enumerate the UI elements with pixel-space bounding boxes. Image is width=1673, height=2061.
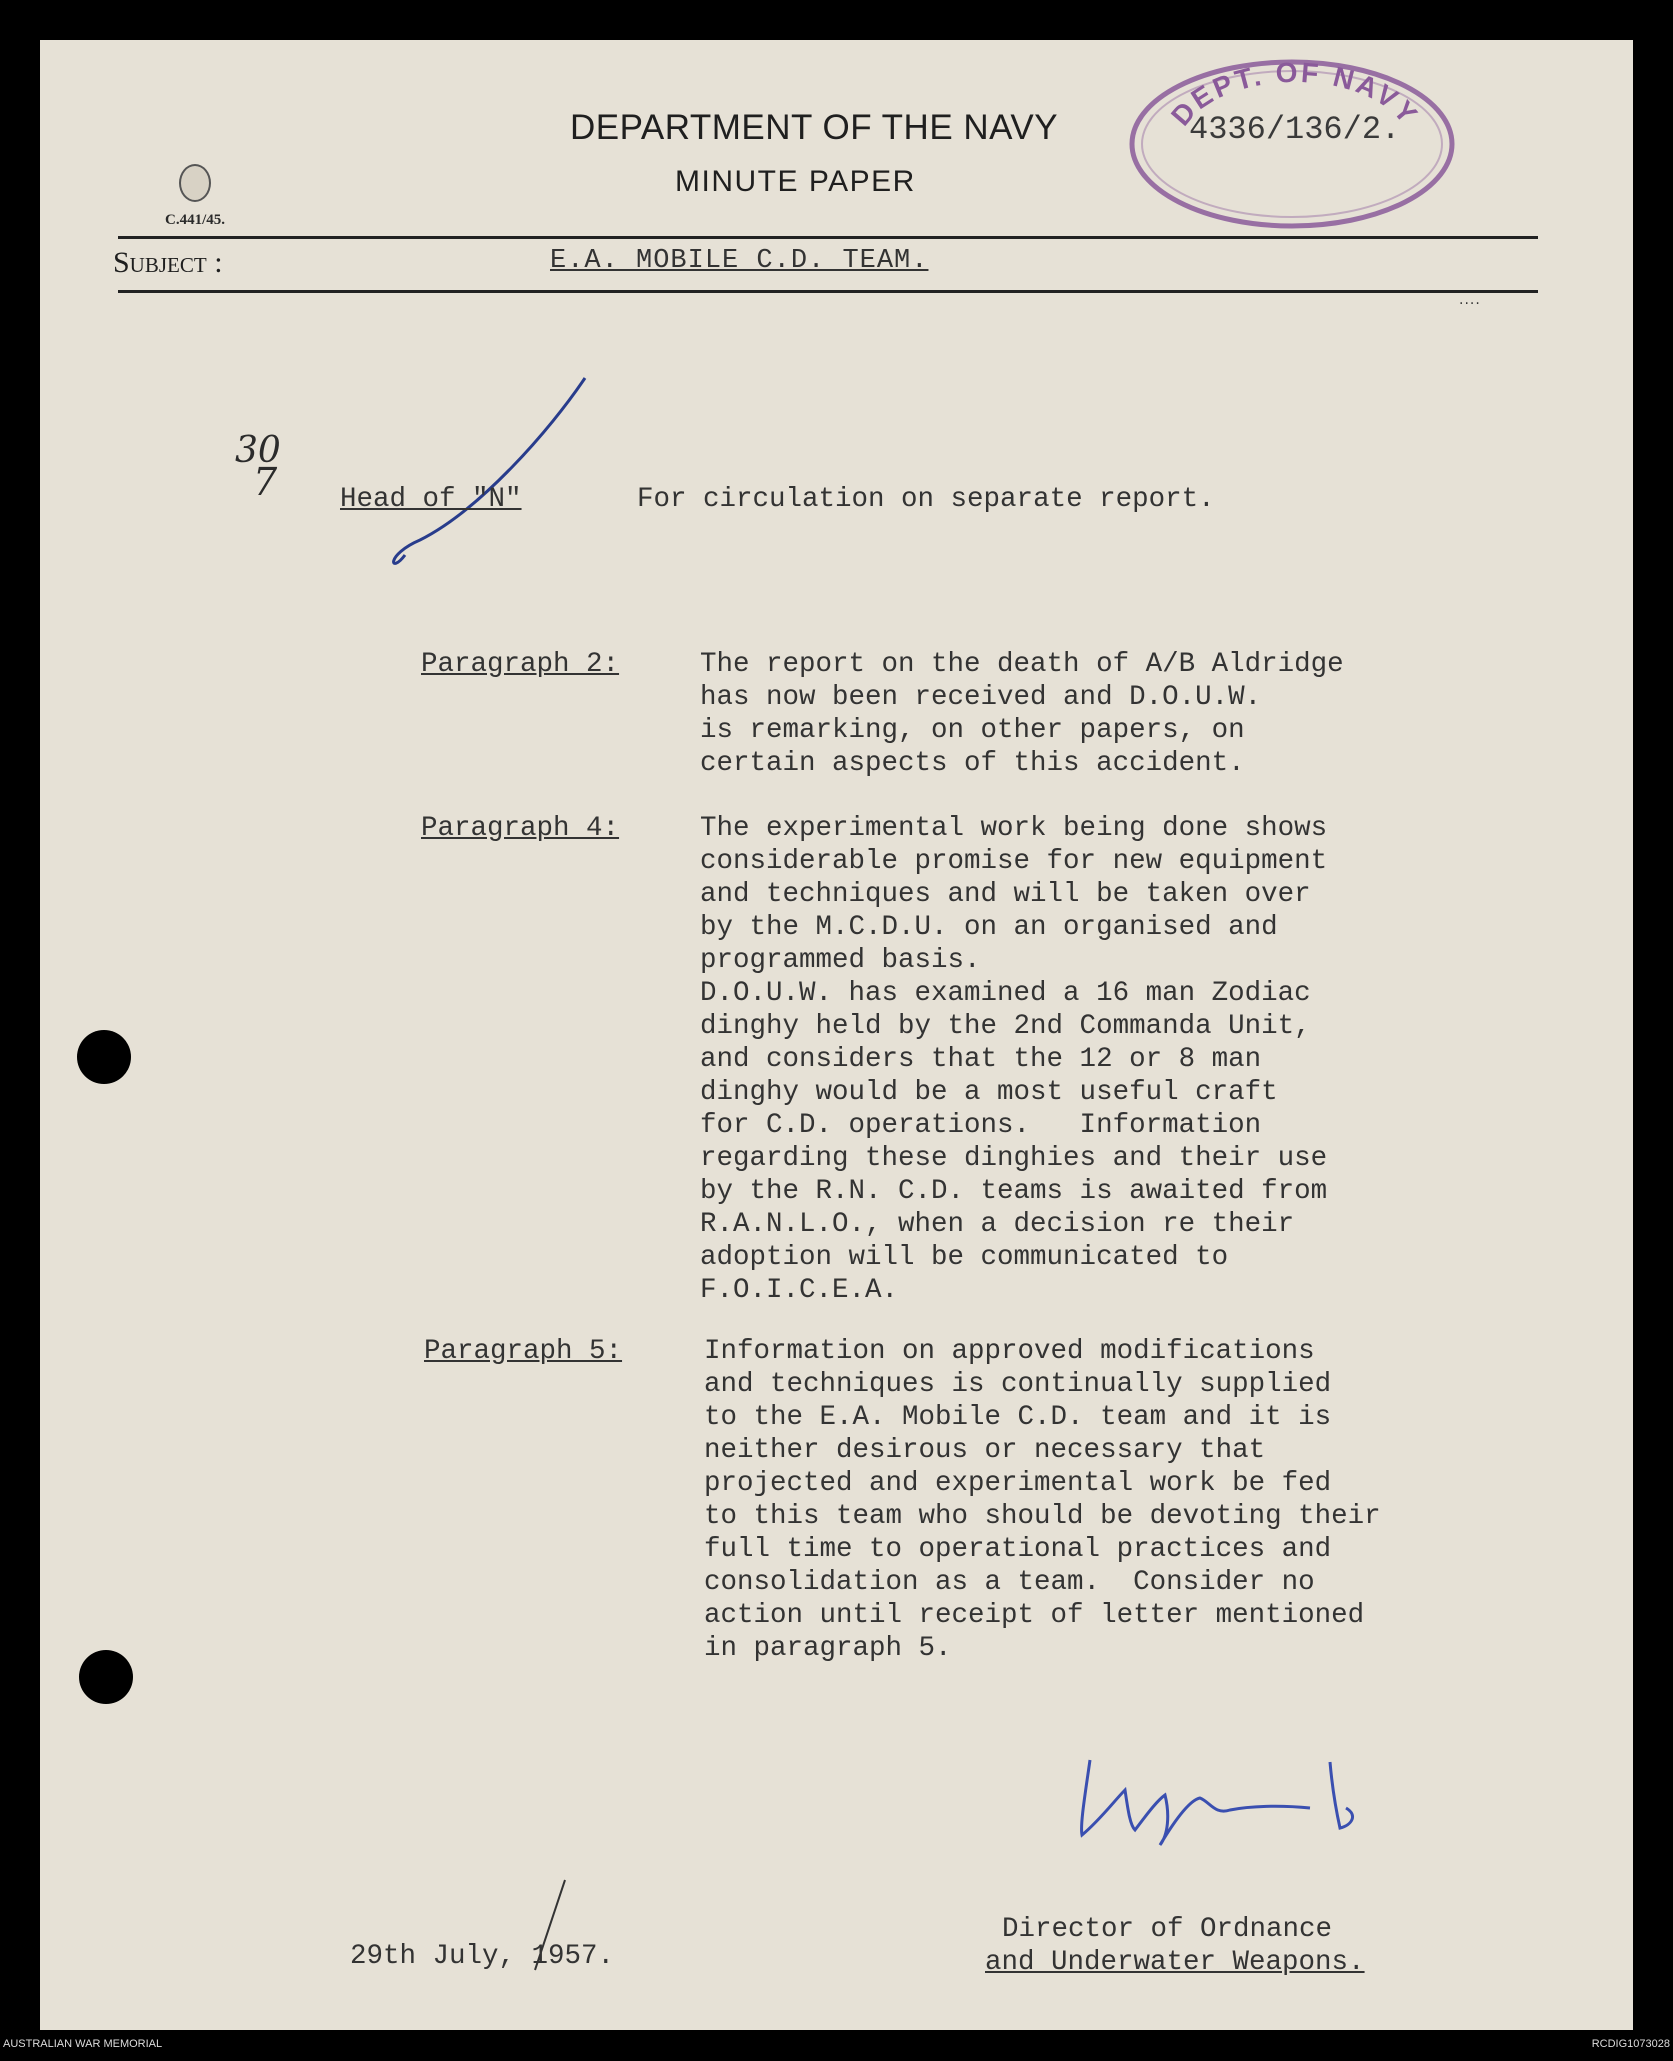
stamp-text: DEPT. OF NAVY (1164, 56, 1426, 132)
addressee-to: Head of "N" (340, 484, 522, 515)
paragraph-line: The experimental work being done shows (700, 813, 1328, 844)
paragraph-line: in paragraph 5. (704, 1633, 952, 1664)
subject-value: E.A. MOBILE C.D. TEAM. (550, 246, 929, 276)
paragraph-line: and techniques and will be taken over (700, 879, 1311, 910)
paragraph-line: has now been received and D.O.U.W. (700, 682, 1262, 713)
paragraph-line: D.O.U.W. has examined a 16 man Zodiac (700, 978, 1311, 1009)
paragraph-line: projected and experimental work be fed (704, 1468, 1332, 1499)
crest-mark (179, 164, 211, 202)
footer-archive: AUSTRALIAN WAR MEMORIAL (3, 2038, 163, 2050)
paragraph-line: regarding these dinghies and their use (700, 1143, 1328, 1174)
signature-icon (1040, 1740, 1380, 1860)
paragraph-line: Information on approved modifications (704, 1336, 1315, 1367)
file-reference: 4336/136/2. (1189, 111, 1401, 148)
rule-top (118, 236, 1538, 239)
paragraph-line: for C.D. operations. Information (700, 1110, 1262, 1141)
paragraph-line: neither desirous or necessary that (704, 1435, 1266, 1466)
paragraph-label: Paragraph 2: (421, 649, 620, 680)
addressee-text: For circulation on separate report. (637, 484, 1215, 515)
paragraph-line: by the M.C.D.U. on an organised and (700, 912, 1278, 943)
dots-mark: .... (1459, 292, 1481, 308)
form-code: C.441/45. (165, 212, 225, 228)
minute-paper (40, 40, 1633, 2030)
signatory-title-2: and Underwater Weapons. (985, 1947, 1365, 1978)
margin-number-bottom: 7 (253, 460, 278, 504)
document-date: 29th July, 1957. (350, 1941, 615, 1972)
signatory-title-1: Director of Ordnance (1002, 1914, 1333, 1945)
paragraph-line: considerable promise for new equipment (700, 846, 1328, 877)
paragraph-line: dinghy held by the 2nd Commanda Unit, (700, 1011, 1311, 1042)
date-tick-mark-icon (510, 1875, 580, 1975)
subject-label: Subject : (113, 246, 223, 279)
paragraph-line: and techniques is continually supplied (704, 1369, 1332, 1400)
paragraph-line: is remarking, on other papers, on (700, 715, 1245, 746)
paragraph-line: full time to operational practices and (704, 1534, 1332, 1565)
tick-mark-icon (360, 370, 620, 580)
margin-number-top: 30 (235, 430, 281, 471)
paragraph-label: Paragraph 4: (421, 813, 620, 844)
paragraph-line: and considers that the 12 or 8 man (700, 1044, 1262, 1075)
paragraph-line: programmed basis. (700, 945, 981, 976)
paragraph-line: dinghy would be a most useful craft (700, 1077, 1278, 1108)
paragraph-line: certain aspects of this accident. (700, 748, 1245, 779)
form-title: MINUTE PAPER (675, 165, 916, 198)
binder-hole (79, 1650, 133, 1704)
paragraph-line: to the E.A. Mobile C.D. team and it is (704, 1402, 1332, 1433)
paragraph-line: R.A.N.L.O., when a decision re their (700, 1209, 1295, 1240)
paragraph-line: action until receipt of letter mentioned (704, 1600, 1365, 1631)
paragraph-label: Paragraph 5: (424, 1336, 623, 1367)
paragraph-line: to this team who should be devoting their (704, 1501, 1381, 1532)
rule-bottom (118, 290, 1538, 293)
paragraph-line: by the R.N. C.D. teams is awaited from (700, 1176, 1328, 1207)
paragraph-line: adoption will be communicated to (700, 1242, 1229, 1273)
department-title: DEPARTMENT OF THE NAVY (570, 108, 1059, 147)
paragraph-line: consolidation as a team. Consider no (704, 1567, 1315, 1598)
footer-id: RCDIG1073028 (1591, 2038, 1670, 2050)
binder-hole (77, 1030, 131, 1084)
paragraph-line: The report on the death of A/B Aldridge (700, 649, 1344, 680)
paragraph-line: F.O.I.C.E.A. (700, 1275, 899, 1306)
